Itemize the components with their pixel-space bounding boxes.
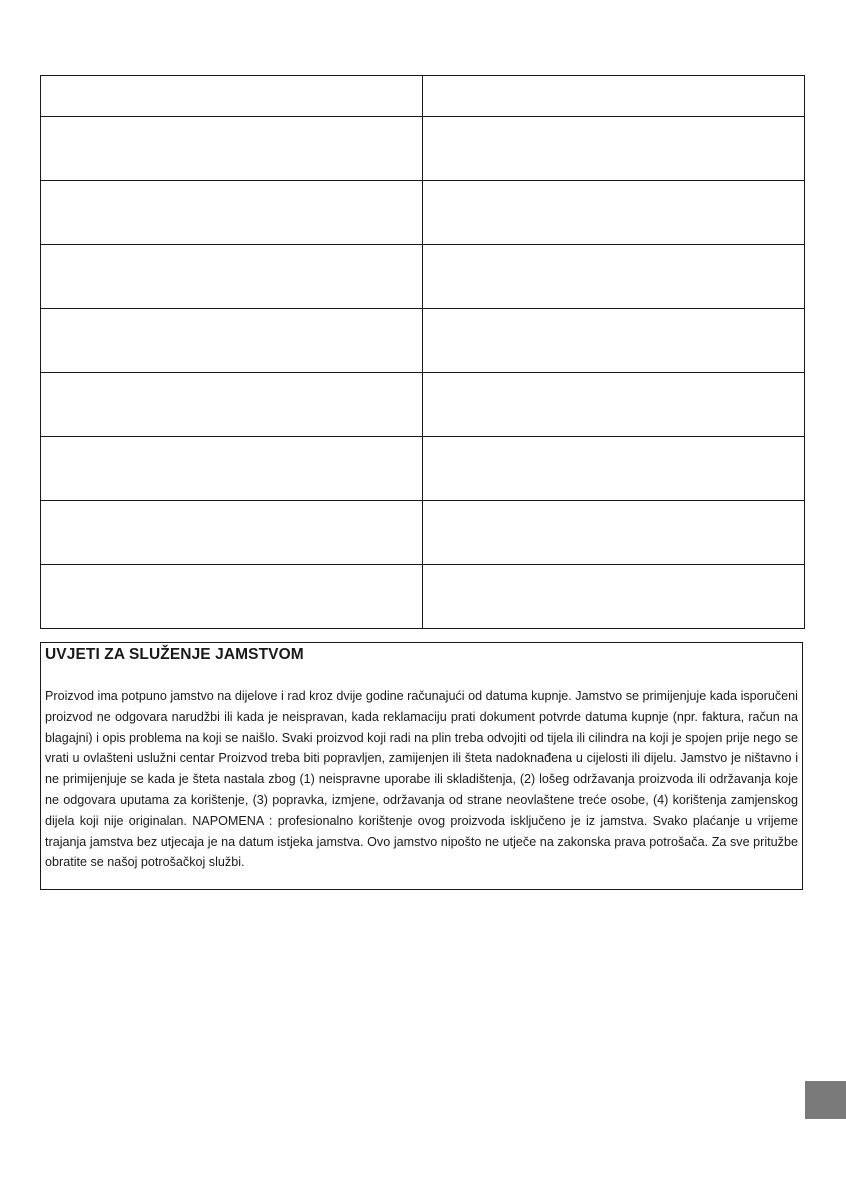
table-cell bbox=[423, 437, 805, 501]
page-edge-tab bbox=[805, 1081, 846, 1119]
table-cell bbox=[423, 76, 805, 117]
table-cell bbox=[41, 309, 423, 373]
table-cell bbox=[423, 565, 805, 629]
table-cell bbox=[41, 181, 423, 245]
table-cell bbox=[423, 309, 805, 373]
table-row bbox=[41, 565, 805, 629]
table-cell bbox=[423, 373, 805, 437]
table-cell bbox=[423, 245, 805, 309]
table-cell bbox=[41, 245, 423, 309]
warranty-conditions-box bbox=[40, 642, 803, 890]
table-cell bbox=[41, 76, 423, 117]
table-cell bbox=[41, 565, 423, 629]
table-row bbox=[41, 373, 805, 437]
table-row bbox=[41, 501, 805, 565]
table-cell bbox=[41, 117, 423, 181]
table-cell bbox=[423, 117, 805, 181]
warranty-record-table bbox=[40, 75, 805, 629]
table-row bbox=[41, 309, 805, 373]
table-cell bbox=[423, 181, 805, 245]
warranty-title: UVJETI ZA SLUŽENJE JAMSTVOM bbox=[45, 646, 304, 663]
table-cell bbox=[41, 437, 423, 501]
table-row bbox=[41, 437, 805, 501]
table-row bbox=[41, 181, 805, 245]
table-cell bbox=[423, 501, 805, 565]
table-row bbox=[41, 76, 805, 117]
table-row bbox=[41, 117, 805, 181]
table-row bbox=[41, 245, 805, 309]
table-cell bbox=[41, 501, 423, 565]
table-cell bbox=[41, 373, 423, 437]
warranty-body: Proizvod ima potpuno jamstvo na dijelove i rad kroz dvije godine računajući od datuma kupnje. Jamstvo se primijenjuje kada isporučeni proizvod ne odgovara narudžbi ili kada je neispravan, kada reklamaciju prati dokument potvrde datuma kupnje (npr. faktura, račun na blagajni) i opis problema na koji se naišlo. Svaki proizvod koji radi na plin treba odvojiti od tijela ili cilindra na koji je spojen prije nego se vrati u ovlašteni uslužni centar Proizvod treba biti popravljen, zamijenjen ili šteta nadoknađena u cijelosti ili dijelu. Jamstvo je ništavno i ne primijenjuje se kada je šteta nastala zbog (1) neispravne uporabe ili skladištenja, (2) lošeg održavanja proizvoda ili održavanja koje ne odgovara uputama za korištenje, (3) popravka, izmjene, održavanja od strane neovlaštene treće osobe, (4) korištenja zamjenskog dijela koji nije originalan. NAPOMENA : profesionalno korištenje ovog proizvoda isključeno je iz jamstva. Svako plaćanje u vrijeme trajanja jamstva bez utjecaja je na datum istjeka jamstva. Ovo jamstvo nipošto ne utječe na zakonska prava potrošača. Za sve pritužbe obratite se našoj potrošačkoj službi. bbox=[45, 689, 798, 870]
